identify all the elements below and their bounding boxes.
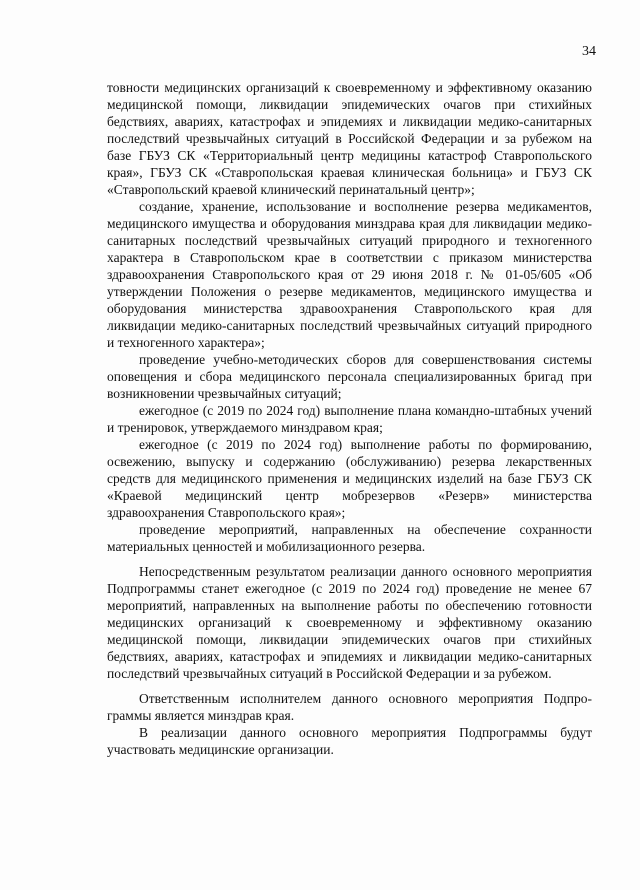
paragraph-responsible-executor: Ответственным исполнителем данного основного мероприятия Подпрограммы является минздрав края. — [107, 691, 592, 723]
paragraph-asset-safety: проведение мероприятий, направленных на обеспечение сохранности материальных ценностей и мобилизационного резерва. — [107, 522, 592, 554]
paragraph-command-exercises: ежегодное (с 2019 по 2024 год) выполнение плана командно-штабных учений и тренировок, утверждаемого минздравом края; — [107, 403, 592, 435]
paragraph-continuation: товности медицинских организаций к своевременному и эффективному оказанию медицинской помощи, ликвидации эпидемических очагов при стихийных бедствиях, авариях, катастрофах и эпидемиях и ликвидации медико-санитарных последствий чрезвычайных ситуаций в Российской Федерации и за рубежом на базе ГБУЗ СК «Территориальный центр медицины катастроф Ставропольского края», ГБУЗ СК «Ставропольская краевая клиническая больница» и ГБУЗ СК «Ставропольский краевой клинический перинатальный центр»; — [107, 80, 592, 197]
page-number: 34 — [582, 44, 596, 59]
body-text — [107, 79, 592, 758]
paragraph-reserve-creation: создание, хранение, использование и восполнение резерва медикаментов, медицинского имущества и оборудования минздрава края для ликвидации медико-санитарных последствий чрезвычайных ситуаций природного и техногенного характера в Ставропольском крае в соответствии с приказом министерства здравоохранения Ставропольского края от 29 июня 2018 г. № 01-05/605 «Об утверждении Положения о резерве медикаментов, медицинского имущества и оборудования министерства здравоохранения Ставропольского края для ликвидации медико-санитарных последствий чрезвычайных ситуаций природного и техногенного характера»; — [107, 199, 592, 350]
paragraph-training-sessions: проведение учебно-методических сборов для совершенствования системы оповещения и сбора медицинского персонала специализированных бригад при возникновении чрезвычайных ситуаций; — [107, 352, 592, 401]
paragraph-direct-result: Непосредственным результатом реализации данного основного мероприятия Подпрограммы станет ежегодное (с 2019 по 2024 год) проведение не менее 67 мероприятий, направленных на выполнение работы по обеспечению готовности медицинских организаций к своевременному и эффективному оказанию медицинской помощи, ликвидации эпидемических очагов при стихийных бедствиях, авариях, катастрофах и эпидемиях и ликвидации медико-санитарных последствий чрезвычайных ситуаций в Российской Федерации и за рубежом. — [107, 564, 592, 681]
paragraph-participants: В реализации данного основного мероприятия Подпрограммы будут участвовать медицинские организации. — [107, 725, 592, 757]
paragraph-reserve-maintenance: ежегодное (с 2019 по 2024 год) выполнение работы по формированию, освежению, выпуску и содержанию (обслуживанию) резерва лекарственных средств для медицинского применения и медицинских изделий на базе ГБУЗ СК «Краевой медицинский центр мобрезервов «Резерв» министерства здравоохранения Ставропольского края»; — [107, 437, 592, 520]
